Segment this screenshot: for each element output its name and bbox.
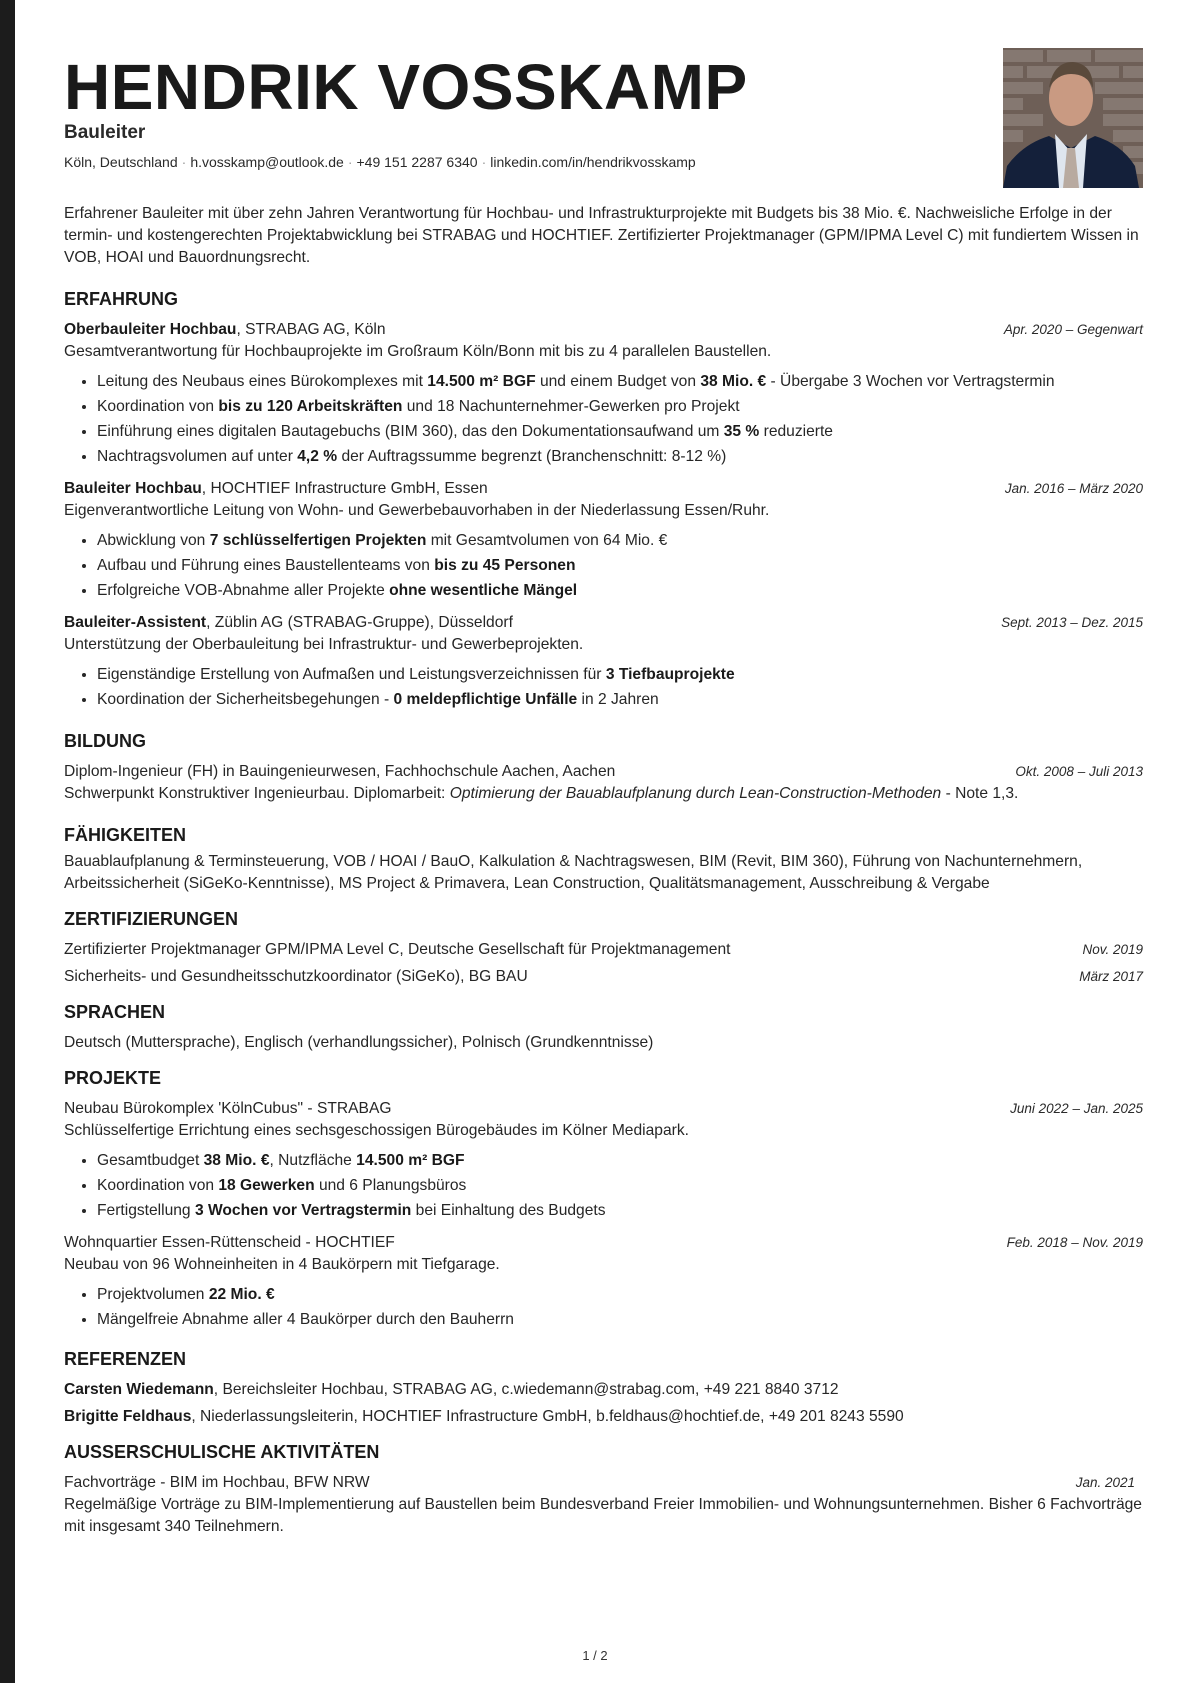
portrait-image <box>1003 48 1143 188</box>
contact-email[interactable]: h.vosskamp@outlook.de <box>190 154 344 170</box>
project-entry <box>64 1098 1143 1222</box>
activity-title: Fachvorträge - BIM im Hochbau, BFW NRW <box>64 1474 370 1491</box>
job-date: Jan. 2016 – März 2020 <box>1004 481 1143 496</box>
contact-phone[interactable]: +49 151 2287 6340 <box>356 154 478 170</box>
project-bullet: • Koordination von 18 Gewerken und 6 Planungsbüros <box>97 1175 1143 1197</box>
project-date: Juni 2022 – Jan. 2025 <box>1010 1101 1143 1116</box>
certification-item: Zertifizierter Projektmanager GPM/IPMA Level C, Deutsche Gesellschaft für Projektmanagement Nov. 2019 <box>64 939 1143 961</box>
job-description: Gesamtverantwortung für Hochbauprojekte im Großraum Köln/Bonn mit bis zu 4 parallelen Baustellen. <box>64 343 772 360</box>
education-detail: Schwerpunkt Konstruktiver Ingenieurbau. Diplomarbeit: Optimierung der Bauablaufplanung durch Lean-Construction-Methoden - Note 1,3. <box>64 785 1019 802</box>
project-bullets <box>64 1284 1143 1331</box>
project-title: Wohnquartier Essen-Rüttenscheid - HOCHTIEF <box>64 1234 395 1251</box>
achievement-list <box>64 371 1143 468</box>
achievement-list <box>64 530 1143 602</box>
project-bullet: • Gesamtbudget 38 Mio. €, Nutzfläche 14.500 m² BGF <box>97 1150 1143 1172</box>
project-description: Neubau von 96 Wohneinheiten in 4 Baukörpern mit Tiefgarage. <box>64 1256 500 1273</box>
resume-content <box>64 203 1143 1550</box>
contact-location: Köln, Deutschland <box>64 154 178 170</box>
professional-summary: Erfahrener Bauleiter mit über zehn Jahren Verantwortung für Hochbau- und Infrastrukturprojekte mit Budgets bis 38 Mio. €. Nachweisliche Erfolge in der termin- und kostengerechten Projektabwicklung bei STRABAG und HOCHTIEF. Zertifizierter Projektmanager (GPM/IPMA Level C) mit fundiertem Wissen in VOB, HOAI und Bauordnungsrecht. <box>64 205 1139 266</box>
skills-section <box>64 823 1143 895</box>
achievement-item: • Koordination von bis zu 120 Arbeitskräften und 18 Nachunternehmer-Gewerken pro Projekt <box>97 396 1143 418</box>
project-bullet: • Fertigstellung 3 Wochen vor Vertragstermin bei Einhaltung des Budgets <box>97 1200 1143 1222</box>
certification-date: Nov. 2019 <box>1082 942 1143 957</box>
job-description: Eigenverantwortliche Leitung von Wohn- und Gewerbebauvorhaben in der Niederlassung Essen/Ruhr. <box>64 502 770 519</box>
section-heading: FÄHIGKEITEN <box>64 825 187 845</box>
projects-section <box>64 1066 1143 1331</box>
languages-section <box>64 1000 1143 1054</box>
education-section <box>64 729 1143 805</box>
contact-separator: · <box>347 154 353 170</box>
experience-section <box>64 287 1143 711</box>
reference-name: Carsten Wiedemann <box>64 1381 214 1398</box>
contact-linkedin[interactable]: linkedin.com/in/hendrikvosskamp <box>490 154 696 170</box>
job-organization: , STRABAG AG, Köln <box>236 321 386 338</box>
section-heading: PROJEKTE <box>64 1068 162 1088</box>
job-date: Apr. 2020 – Gegenwart <box>1003 322 1143 337</box>
achievement-list <box>64 664 1143 711</box>
project-title: Neubau Bürokomplex 'KölnCubus" - STRABAG <box>64 1100 392 1117</box>
contact-separator: · <box>181 154 187 170</box>
candidate-role: Bauleiter <box>64 122 146 143</box>
references-section <box>64 1347 1143 1428</box>
candidate-name: HENDRIK VOSSKAMP <box>64 51 748 123</box>
reference-item: Carsten Wiedemann, Bereichsleiter Hochbau, STRABAG AG, c.wiedemann@strabag.com, +49 221 8840 3712 <box>64 1381 839 1398</box>
achievement-item: • Aufbau und Führung eines Baustellenteams von bis zu 45 Personen <box>97 555 1143 577</box>
education-date: Okt. 2008 – Juli 2013 <box>1015 764 1143 779</box>
section-heading: ZERTIFIZIERUNGEN <box>64 909 238 929</box>
section-heading: SPRACHEN <box>64 1002 166 1022</box>
contact-separator: · <box>481 154 487 170</box>
certification-date: März 2017 <box>1079 969 1143 984</box>
project-bullets <box>64 1150 1143 1222</box>
achievement-item: • Abwicklung von 7 schlüsselfertigen Projekten mit Gesamtvolumen von 64 Mio. € <box>97 530 1143 552</box>
reference-name: Brigitte Feldhaus <box>64 1408 192 1425</box>
job-organization: , Züblin AG (STRABAG-Gruppe), Düsseldorf <box>206 614 513 631</box>
achievement-item: • Nachtragsvolumen auf unter 4,2 % der Auftragssumme begrenzt (Branchenschnitt: 8-12 %) <box>97 446 1143 468</box>
profile-photo <box>1003 48 1143 188</box>
page-indicator: 1 / 2 <box>582 1648 608 1663</box>
achievement-item: • Erfolgreiche VOB-Abnahme aller Projekte ohne wesentliche Mängel <box>97 580 1143 602</box>
experience-entry <box>64 478 1143 602</box>
job-description: Unterstützung der Oberbauleitung bei Infrastruktur- und Gewerbeprojekten. <box>64 636 584 653</box>
section-heading: ERFAHRUNG <box>64 289 179 309</box>
job-organization: , HOCHTIEF Infrastructure GmbH, Essen <box>201 480 488 497</box>
section-heading: AUSSERSCHULISCHE AKTIVITÄTEN <box>64 1442 380 1462</box>
languages-list: Deutsch (Muttersprache), Englisch (verhandlungssicher), Polnisch (Grundkenntnisse) <box>64 1034 654 1051</box>
activity-description: Regelmäßige Vorträge zu BIM-Implementierung auf Baustellen beim Bundesverband Freier Immobilien- und Wohnungsunternehmen. Bisher 6 Fachvorträge mit insgesamt 340 Teilnehmern. <box>64 1496 1142 1535</box>
project-description: Schlüsselfertige Errichtung eines sechsgeschossigen Bürogebäudes im Kölner Mediapark. <box>64 1122 689 1139</box>
job-title: Bauleiter-Assistent <box>64 614 207 631</box>
achievement-item: • Einführung eines digitalen Bautagebuchs (BIM 360), das den Dokumentationsaufwand um 35 % reduzierte <box>97 421 1143 443</box>
experience-entry <box>64 612 1143 711</box>
job-title: Oberbauleiter Hochbau <box>64 321 237 338</box>
left-accent-bar <box>0 0 15 1683</box>
activities-section <box>64 1440 1143 1538</box>
job-date: Sept. 2013 – Dez. 2015 <box>1001 615 1143 630</box>
project-date: Feb. 2018 – Nov. 2019 <box>1006 1235 1143 1250</box>
reference-item: Brigitte Feldhaus, Niederlassungsleiterin, HOCHTIEF Infrastructure GmbH, b.feldhaus@hochtief.de, +49 201 8243 5590 <box>64 1408 904 1425</box>
project-bullet: • Mängelfreie Abnahme aller 4 Baukörper durch den Bauherrn <box>97 1309 1143 1331</box>
section-heading: REFERENZEN <box>64 1349 187 1369</box>
activity-date: Jan. 2021 <box>1075 1475 1135 1490</box>
project-entry <box>64 1232 1143 1331</box>
thesis-title: Optimierung der Bauablaufplanung durch Lean-Construction-Methoden <box>449 785 942 802</box>
certification-item: Sicherheits- und Gesundheitsschutzkoordinator (SiGeKo), BG BAU März 2017 <box>64 966 1143 988</box>
project-bullet: • Projektvolumen 22 Mio. € <box>97 1284 1143 1306</box>
degree: Diplom-Ingenieur (FH) in Bauingenieurwesen, Fachhochschule Aachen, Aachen <box>64 763 616 780</box>
achievement-item: • Koordination der Sicherheitsbegehungen - 0 meldepflichtige Unfälle in 2 Jahren <box>97 689 1143 711</box>
job-title: Bauleiter Hochbau <box>64 480 202 497</box>
contact-line <box>64 154 696 170</box>
certifications-section <box>64 907 1143 988</box>
experience-entry <box>64 319 1143 468</box>
skills-list: Bauablaufplanung & Terminsteuerung, VOB / HOAI / BauO, Kalkulation & Nachtragswesen, BIM (Revit, BIM 360), Führung von Nachunternehmern, Arbeitssicherheit (SiGeKo-Kenntnisse), MS Project & Primavera, Lean Construction, Qualitätsmanagement, Ausschreibung & Vergabe <box>64 853 1083 892</box>
section-heading: BILDUNG <box>64 731 146 751</box>
achievement-item: • Leitung des Neubaus eines Bürokomplexes mit 14.500 m² BGF und einem Budget von 38 Mio. € - Übergabe 3 Wochen vor Vertragstermin <box>97 371 1143 393</box>
achievement-item: • Eigenständige Erstellung von Aufmaßen und Leistungsverzeichnissen für 3 Tiefbauprojekte <box>97 664 1143 686</box>
